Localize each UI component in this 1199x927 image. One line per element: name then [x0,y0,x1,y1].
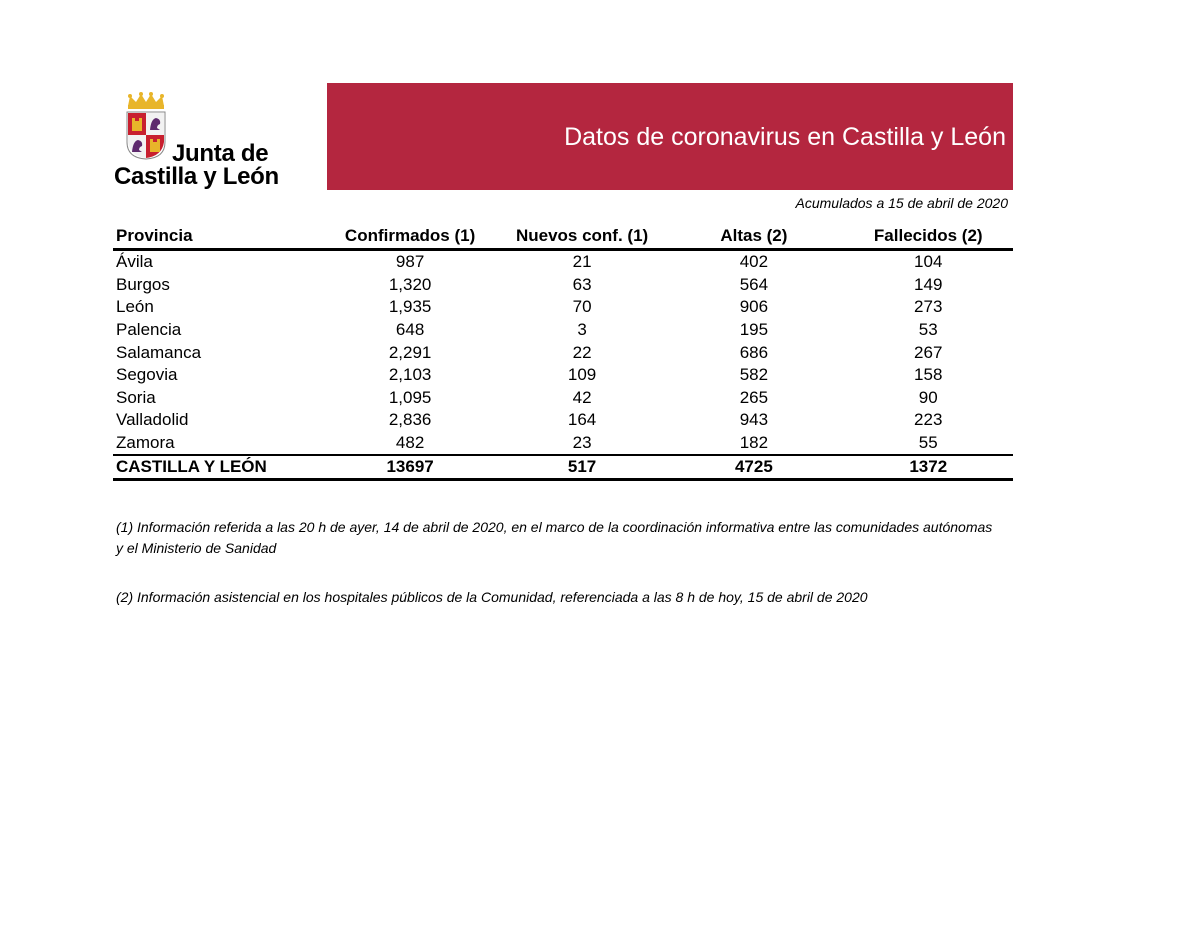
cell-fallecidos: 90 [918,387,938,407]
table-row [113,296,1013,319]
cell-confirmados: 482 [395,433,425,453]
cell-fallecidos: 55 [918,433,938,453]
header-confirmados: Confirmados (1) [320,224,500,250]
total-nuevos: 517 [500,455,664,480]
table-row [113,274,1013,297]
cell-altas: 182 [739,433,769,453]
cell-nuevos: 22 [572,342,592,362]
header-provincia: Provincia [113,224,320,250]
cell-fallecidos: 158 [914,365,943,385]
logo-text-line1: Junta de [172,140,269,167]
table-row [113,319,1013,342]
table-row [113,341,1013,364]
cell-provincia: Burgos [116,274,170,294]
logo-text-line2: Castilla y León [114,163,279,190]
table-header-row [113,224,1013,250]
table-row [113,364,1013,387]
cell-provincia: Ávila [116,252,153,272]
cell-fallecidos: 104 [914,252,943,272]
cell-confirmados: 1,935 [388,297,432,317]
cell-altas: 265 [739,387,769,407]
cell-nuevos: 21 [572,252,592,272]
cell-nuevos: 3 [577,320,587,340]
cell-confirmados: 1,320 [388,274,432,294]
footnote-2: (2) Información asistencial en los hospitales públicos de la Comunidad, referenciada a las 8 h de hoy, 15 de abril de 2020 [116,589,868,605]
title-banner [327,83,1013,190]
cell-nuevos: 109 [567,365,597,385]
cell-provincia: León [116,297,154,317]
total-label: CASTILLA Y LEÓN [113,455,320,480]
table-row [113,432,1013,456]
cell-altas: 906 [739,297,769,317]
cell-confirmados: 648 [395,320,425,340]
cell-fallecidos: 53 [918,320,938,340]
cell-fallecidos: 273 [914,297,943,317]
table-total-row [113,455,1013,480]
cell-provincia: Soria [116,387,156,407]
cell-confirmados: 2,291 [388,342,432,362]
cell-provincia: Palencia [116,320,182,340]
cell-altas: 943 [739,410,769,430]
cell-provincia: Salamanca [116,342,202,362]
cell-confirmados: 2,103 [388,365,432,385]
cell-nuevos: 23 [572,433,592,453]
cell-provincia: Zamora [116,433,175,453]
total-confirmados: 13697 [320,455,500,480]
coat-of-arms-icon [124,92,168,160]
table-row [113,250,1013,274]
cell-nuevos: 164 [567,410,597,430]
cell-nuevos: 42 [572,387,592,407]
header-fallecidos: Fallecidos (2) [843,224,1013,250]
cell-confirmados: 2,836 [388,410,432,430]
cell-fallecidos: 149 [914,274,943,294]
total-fallecidos: 1372 [843,455,1013,480]
cell-altas: 195 [739,320,769,340]
header-altas: Altas (2) [664,224,843,250]
cell-confirmados: 987 [395,252,425,272]
cell-altas: 582 [739,365,769,385]
table-row [113,387,1013,410]
cell-nuevos: 70 [572,297,592,317]
table-row [113,409,1013,432]
footnote-1: (1) Información referida a las 20 h de ayer, 14 de abril de 2020, en el marco de la coordinación informativa entre las comunidades autónomas y el Ministerio de Sanidad [116,519,993,556]
data-table [113,224,1013,481]
cell-fallecidos: 223 [914,410,943,430]
cell-provincia: Valladolid [116,410,189,430]
cell-confirmados: 1,095 [388,387,432,407]
cell-altas: 686 [739,342,769,362]
junta-logo [112,92,282,190]
cell-altas: 402 [739,252,769,272]
cell-nuevos: 63 [572,274,592,294]
total-altas: 4725 [664,455,843,480]
page-title: Datos de coronavirus en Castilla y León [564,123,1006,151]
cell-provincia: Segovia [116,365,178,385]
header-nuevos: Nuevos conf. (1) [500,224,664,250]
cell-altas: 564 [739,274,769,294]
cell-fallecidos: 267 [914,342,943,362]
date-subtitle: Acumulados a 15 de abril de 2020 [795,195,1008,211]
